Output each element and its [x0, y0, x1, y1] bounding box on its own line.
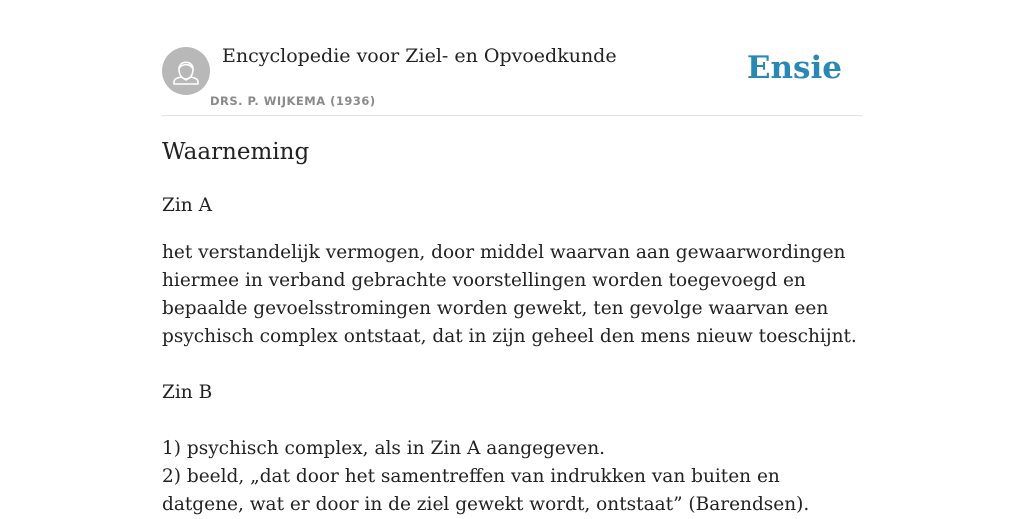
- spacer: [162, 407, 862, 435]
- section-b-heading: Zin B: [162, 382, 213, 403]
- person-icon: [162, 47, 210, 95]
- ensie-logo[interactable]: Ensie: [746, 50, 842, 86]
- article-body: [162, 192, 862, 519]
- article-title: Waarneming: [162, 139, 310, 165]
- list-item: 2) beeld, „dat door het samentreffen van indrukken van buiten en datgene, wat er door in de ziel gewekt wordt, ontstaat” (Barendsen).: [162, 466, 810, 515]
- source-header: [162, 0, 862, 116]
- spacer: [162, 351, 862, 379]
- page: [162, 0, 862, 515]
- author-avatar: [162, 47, 210, 95]
- section-a-text: het verstandelijk vermogen, door middel waarvan aan gewaarwordingen hiermee in verband gebrachte voorstellingen worden toegevoegd en bepaalde gevoelsstromingen worden gewekt, ten gevolge waarvan een psychisch complex ontstaat, dat in zijn geheel den mens nieuw toeschijnt.: [162, 242, 857, 347]
- author-name[interactable]: DRS. P. WIJKEMA (1936): [210, 94, 376, 108]
- list-item: 1) psychisch complex, als in Zin A aangegeven.: [162, 438, 606, 459]
- section-a-heading: Zin A: [162, 195, 212, 216]
- source-title[interactable]: Encyclopedie voor Ziel- en Opvoedkunde: [222, 45, 617, 67]
